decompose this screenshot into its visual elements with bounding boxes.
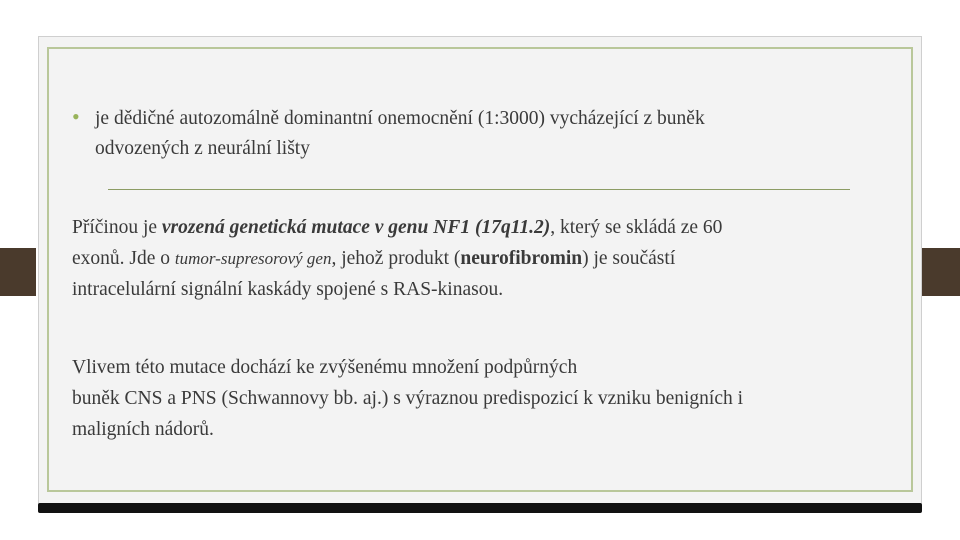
cause-emphasis: vrozená genetická mutace v genu NF1 (17q11.2): [161, 217, 551, 238]
cause-text-3: , který se skládá ze 60: [550, 217, 723, 238]
consequence-line-3: maligních nádorů.: [72, 419, 214, 440]
consequence-line-1: Vlivem této mutace dochází ke zvýšenému množení podpůrných: [72, 357, 578, 378]
cause-text-4: exonů. Jde o: [72, 248, 175, 269]
neurofibromin-term: neurofibromin: [460, 248, 583, 269]
cause-text-1: Příčinou je: [72, 217, 162, 238]
cause-paragraph: [72, 212, 872, 305]
consequence-paragraph: [72, 352, 872, 445]
consequence-line-2: buněk CNS a PNS (Schwannovy bb. aj.) s výraznou predispozicí k vzniku benigních i: [72, 388, 744, 409]
cause-text-8: ) je součástí: [582, 248, 676, 269]
bullet-line-2: odvozených z neurální lišty: [95, 138, 310, 159]
bullet-text: [95, 104, 835, 164]
cause-text-6: , jehož produkt (: [331, 248, 461, 269]
cause-text-9: intracelulární signální kaskády spojené s RAS-kinasou.: [72, 279, 504, 300]
slide-bottom-bar: [38, 503, 922, 513]
tumor-suppressor-term: tumor-supresorový gen: [174, 249, 332, 268]
bullet-line-1: je dědičné autozomálně dominantní onemocnění (1:3000) vycházející z buněk: [95, 108, 705, 129]
left-side-tab: [0, 248, 36, 296]
divider-line: [108, 189, 850, 190]
bullet-dot-icon: •: [72, 104, 80, 129]
